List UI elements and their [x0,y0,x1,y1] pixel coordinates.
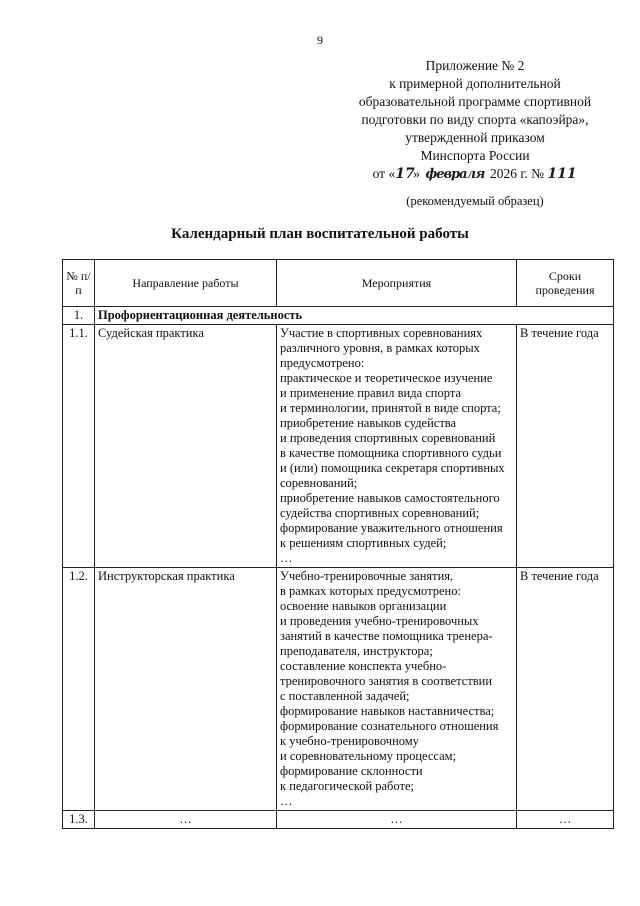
activity-line: тренировочного занятия в соответствии [280,674,493,688]
appendix-line: утвержденной приказом [405,130,545,145]
row-activities [277,568,517,811]
activity-line: и терминологии, принятой в виде спорта; [280,401,501,415]
activity-line: и (или) помощника секретаря спортивных [280,461,505,475]
activity-line: преподавателя, инструктора; [280,644,433,658]
activity-line: формирование уважительного отношения [280,521,503,535]
date-prefix: от « [372,166,396,181]
activity-line: формирование сознательного отношения [280,719,499,733]
row-term: В течение года [517,568,614,811]
activity-line: Учебно-тренировочные занятия, [280,569,454,583]
activity-line: составление конспекта учебно- [280,659,447,673]
activity-line: … [280,794,293,808]
section-row [63,307,614,325]
appendix-line: подготовки по виду спорта «капоэйра», [361,112,589,127]
appendix-line: к примерной дополнительной [389,76,561,91]
activity-line: Участие в спортивных соревнованиях [280,326,483,340]
section-num: 1. [63,307,95,325]
appendix-line: образовательной программе спортивной [358,94,592,109]
activity-line: занятий в качестве помощника тренера- [280,629,493,643]
activity-line: формирование склонности [280,764,423,778]
row-activities: … [277,811,517,829]
appendix-header [330,57,620,184]
row-num: 1.3. [63,811,95,829]
row-num: 1.2. [63,568,95,811]
activity-line: освоение навыков организации [280,599,447,613]
activity-line: с поставленной задачей; [280,689,410,703]
activity-line: различного уровня, в рамках которых [280,341,480,355]
activity-line: в рамках которых предусмотрено: [280,584,461,598]
activity-line: формирование навыков наставничества; [280,704,495,718]
row-num: 1.1. [63,325,95,568]
date-year: 2026 г. № [489,166,544,181]
table-row [63,568,614,811]
row-direction: Инструкторская практика [95,568,277,811]
activity-line: и соревновательному процессам; [280,749,457,763]
header-num: № п/п [63,260,95,307]
activity-line: соревнований; [280,476,358,490]
row-term: В течение года [517,325,614,568]
page-number: 9 [317,33,323,47]
row-direction: Судейская практика [95,325,277,568]
appendix-line: Минспорта России [420,148,530,163]
header-direction: Направление работы [95,260,277,307]
table-row [63,325,614,568]
date-mid: » [413,166,420,181]
document-title: Календарный план воспитательной работы [171,226,469,242]
activity-line: приобретение навыков судейства [280,416,457,430]
activity-line: … [280,551,293,565]
handwritten-month: февраля [425,167,485,182]
activity-line: к учебно-тренировочному [280,734,419,748]
section-title: Профориентационная деятельность [95,307,614,325]
handwritten-day: 17 [395,166,415,182]
appendix-line: Приложение № 2 [425,58,525,73]
calendar-plan-table [62,259,614,829]
activity-line: и проведения спортивных соревнований [280,431,496,445]
header-terms: Сроки проведения [517,260,614,307]
activity-line: и применение правил вида спорта [280,386,461,400]
order-date-line [330,165,620,184]
activity-line: к решениям спортивных судей; [280,536,447,550]
activity-line: предусмотрено: [280,356,365,370]
handwritten-order-number: 111 [547,166,577,182]
row-term: … [517,811,614,829]
activity-line: и проведения учебно-тренировочных [280,614,479,628]
row-activities [277,325,517,568]
header-activities: Мероприятия [277,260,517,307]
table-row [63,811,614,829]
sample-note: (рекомендуемый образец) [406,194,544,208]
activity-line: приобретение навыков самостоятельного [280,491,500,505]
activity-line: судейства спортивных соревнований; [280,506,480,520]
row-direction: … [95,811,277,829]
activity-line: в качестве помощника спортивного судьи [280,446,502,460]
activity-line: к педагогической работе; [280,779,414,793]
activity-line: практическое и теоретическое изучение [280,371,493,385]
table-header-row [63,260,614,307]
